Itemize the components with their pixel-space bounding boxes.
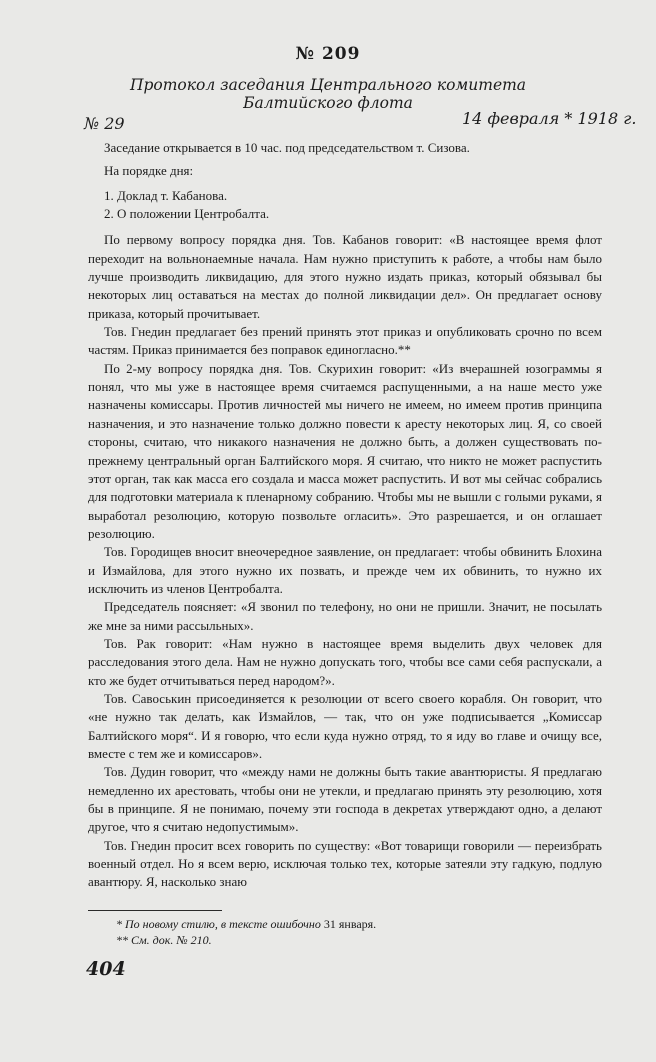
page-number: 404 xyxy=(86,958,126,980)
paragraph: Председатель поясняет: «Я звонил по телефону, но они не пришли. Значит, не посылать же мне за ними рассыльных». xyxy=(88,599,602,633)
footnote-1-date: 31 января. xyxy=(323,917,377,931)
opening-paragraph: Заседание открывается в 10 час. под председательством т. Сизова. xyxy=(104,140,470,155)
footnote-2-marker: ** xyxy=(116,933,128,947)
title-line-2: Балтийского флота xyxy=(243,94,413,112)
footnotes xyxy=(116,916,376,948)
paragraph: Тов. Дудин говорит, что «между нами не должны быть такие авантюристы. Я предлагаю немедленно их арестовать, чтобы они не утекли, и предлагаю принять эту резолюцию, хотя бы в принципе. Я не понимаю, почему эти господа в декретах утверждают одно, а делают другое, что я считаю недопустимым». xyxy=(88,764,602,835)
agenda-item: 2. О положении Центробалта. xyxy=(104,206,270,222)
agenda-heading: На порядке дня: xyxy=(104,163,194,179)
paragraph: Тов. Гнедин предлагает без прений принять этот приказ и опубликовать срочно по всем частям. Приказ принимается без поправок единогласно.** xyxy=(88,324,602,358)
paragraph: Тов. Гнедин просит всех говорить по существу: «Вот товарищи говорили — переизбрать военный отдел. Но я всем верю, исключая только тех, которые затеяли эту гадкую, подлую авантюру. Я, насколько знаю xyxy=(88,837,602,890)
footnote-1-marker: * xyxy=(116,917,122,931)
paragraph: Тов. Рак говорит: «Нам нужно в настоящее время выделить двух человек для расследования этого дела. Нам не нужно допускать того, чтобы все сами себя распускали, а кто же будет отчитываться перед народом?». xyxy=(88,635,602,688)
footnote-1 xyxy=(116,916,376,932)
footnote-1-text: По новому стилю, в тексте ошибочно xyxy=(125,917,321,931)
paragraph: По 2-му вопросу порядка дня. Тов. Скурихин говорит: «Из вчерашней юзограммы я понял, что мы уже в настоящее время считаемся распущенными, а на наше место уже назначены комиссары. Против личностей мы ничего не имеем, но имеем против принципа назначения, и это назначение только должно повести к аресту некоторых лиц. Я, со своей стороны, считаю, что никакого назначения не должно быть, а должен существовать по-прежнему центральный орган Балтийского моря. Я считаю, что никто не может распустить этот орган, так как масса его создала и масса может распустить. И вот мы сейчас собрались для подготовки материала к пленарному собранию. Чтобы мы не вышли с голыми руками, я выработал резолюцию, которую позвольте огласить». Это разрешается, и он оглашает резолюцию. xyxy=(88,360,602,541)
document-number: № 209 xyxy=(295,44,361,64)
paragraph: Тов. Савоськин присоединяется к резолюции от всего своего корабля. Он говорит, что «не нужно так делать, как Измайлов, — так, что он уже подписывается „Комиссар Балтийского моря“. И я говорю, что если куда нужно отряд, то я иду во главе и очищу все, вместе с тем же и комиссаров». xyxy=(88,690,602,761)
agenda-list xyxy=(88,187,602,224)
paragraph: По первому вопросу порядка дня. Тов. Кабанов говорит: «В настоящее время флот переходит на вольнонаемные начала. Нам нужно приступить к работе, а чтобы нам было лучше производить ликвидацию, для этого нужно издать приказ, который обязывал бы некоторых лиц оставаться на местах до полной ликвидации дел». Он предлагает основу приказа, который прочитывает. xyxy=(88,232,602,321)
protocol-body xyxy=(88,139,602,892)
protocol-date: 14 февраля * 1918 г. xyxy=(462,109,637,128)
footnote-2-text: См. док. № 210. xyxy=(131,933,212,947)
title-line-1: Протокол заседания Центрального комитета xyxy=(129,76,527,94)
footnote-divider xyxy=(88,910,222,911)
footnote-2 xyxy=(116,932,376,948)
protocol-number: № 29 xyxy=(84,114,125,133)
paragraph: Тов. Городищев вносит внеочередное заявление, он предлагает: чтобы обвинить Блохина и Измайлова, для этого нужно их позвать, и прежде чем их обвинить, то нужно их исключить из членов Центробалта. xyxy=(88,544,602,596)
document-title xyxy=(0,76,656,112)
agenda-item: 1. Доклад т. Кабанова. xyxy=(104,187,228,203)
